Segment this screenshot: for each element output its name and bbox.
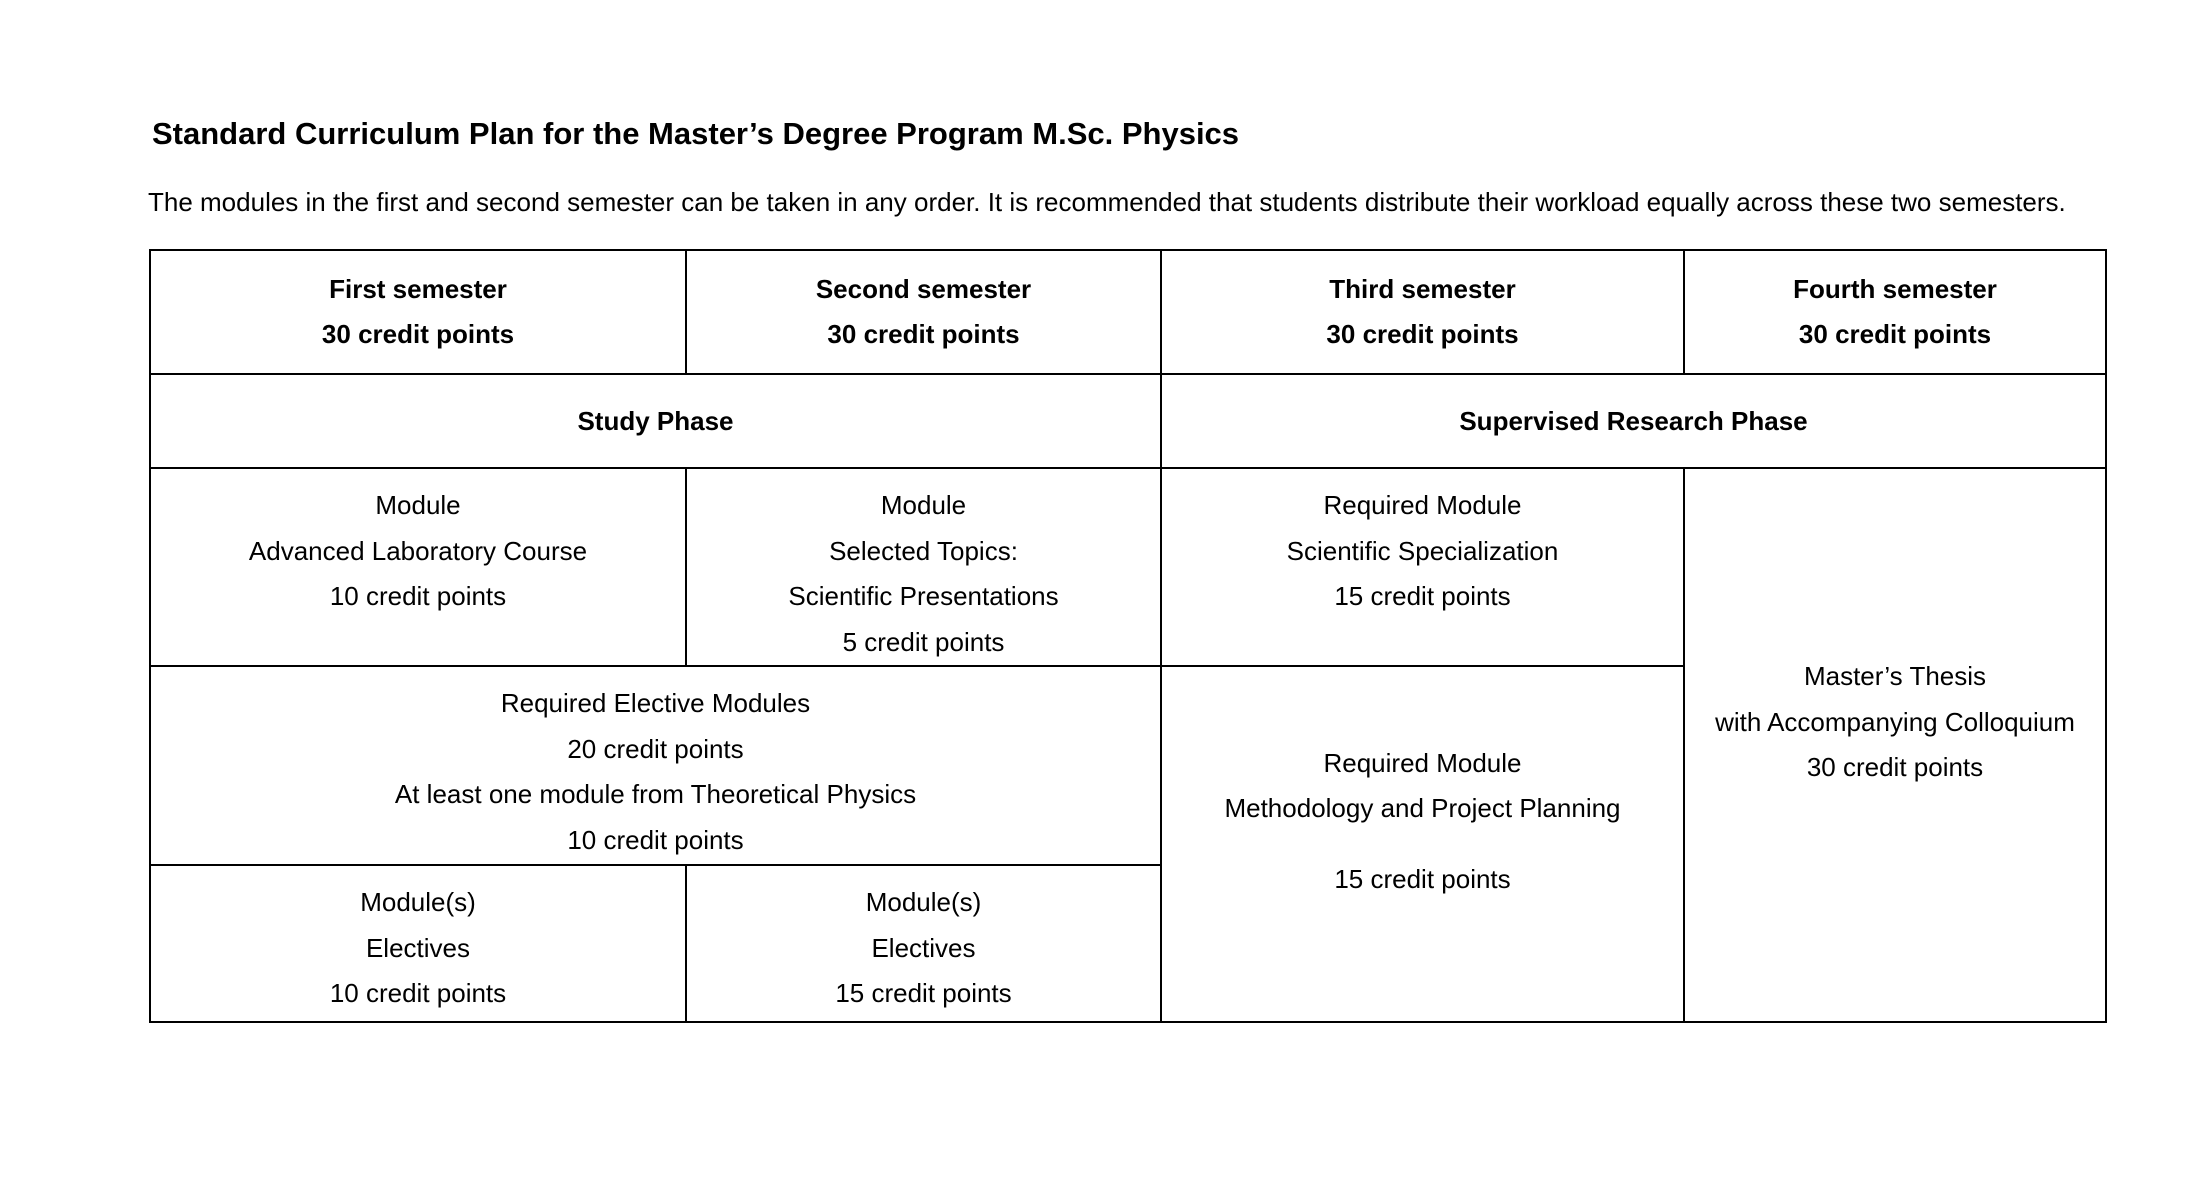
thesis-name: Master’s Thesis bbox=[1803, 661, 1987, 691]
semester-name: Second semester bbox=[815, 274, 1032, 304]
module-name: Selected Topics: bbox=[829, 535, 1018, 566]
semester-credits: 30 credit points bbox=[321, 319, 515, 349]
module-type: Module bbox=[375, 490, 461, 520]
module-credits: 10 credit points bbox=[329, 978, 507, 1008]
module-credits: 20 credit points bbox=[567, 733, 744, 764]
module-note-credits: 10 credit points bbox=[567, 824, 744, 855]
module-credits: 15 credit points bbox=[1334, 581, 1511, 611]
thesis-cell bbox=[1684, 468, 2106, 1022]
module-credits: 5 credit points bbox=[842, 626, 1005, 657]
module-lab-cell bbox=[150, 468, 686, 666]
module-type: Required Elective Modules bbox=[500, 688, 811, 718]
module-name: Methodology and Project Planning bbox=[1224, 793, 1621, 823]
module-note: At least one module from Theoretical Physics bbox=[394, 779, 917, 809]
semester-header-row bbox=[150, 250, 2106, 374]
study-phase-cell: Study Phase bbox=[150, 374, 1161, 468]
module-name: Electives bbox=[871, 932, 976, 963]
module-name: Scientific Presentations bbox=[788, 581, 1059, 611]
module-type: Module(s) bbox=[865, 887, 982, 917]
semester-header-first bbox=[150, 250, 686, 374]
module-credits: 15 credit points bbox=[1334, 863, 1511, 894]
module-type: Module(s) bbox=[360, 887, 476, 917]
module-type: Required Module bbox=[1323, 490, 1522, 520]
semester-credits: 30 credit points bbox=[1798, 319, 1992, 349]
thesis-credits: 30 credit points bbox=[1806, 752, 1984, 782]
electives-second-cell bbox=[686, 865, 1161, 1022]
electives-first-cell bbox=[150, 865, 686, 1022]
phase-row bbox=[150, 374, 2106, 468]
modules-row bbox=[150, 468, 2106, 666]
research-phase-cell: Supervised Research Phase bbox=[1161, 374, 2106, 468]
module-topics-cell bbox=[686, 468, 1161, 666]
module-credits: 15 credit points bbox=[835, 978, 1012, 1008]
methodology-cell bbox=[1161, 666, 1684, 1022]
intro-text: The modules in the first and second semester can be taken in any order. It is recommended that students distribute their workload equally across these two semesters. bbox=[148, 187, 2066, 217]
semester-credits: 30 credit points bbox=[827, 319, 1020, 349]
module-type: Module bbox=[880, 490, 967, 520]
module-name: Advanced Laboratory Course bbox=[248, 535, 588, 566]
module-credits: 10 credit points bbox=[329, 581, 507, 611]
semester-name: Third semester bbox=[1329, 274, 1516, 304]
semester-header-third bbox=[1161, 250, 1684, 374]
semester-header-fourth bbox=[1684, 250, 2106, 374]
semester-name: Fourth semester bbox=[1793, 274, 1997, 304]
semester-name: First semester bbox=[329, 274, 507, 304]
module-name: Scientific Specialization bbox=[1286, 535, 1559, 566]
page-title: Standard Curriculum Plan for the Master’s Degree Program M.Sc. Physics bbox=[152, 116, 1240, 151]
required-electives-cell bbox=[150, 666, 1161, 865]
semester-credits: 30 credit points bbox=[1326, 319, 1519, 349]
module-name: Electives bbox=[365, 932, 471, 963]
curriculum-table bbox=[149, 249, 2107, 1023]
thesis-subtitle: with Accompanying Colloquium bbox=[1715, 706, 2075, 737]
semester-header-second bbox=[686, 250, 1161, 374]
module-type: Required Module bbox=[1323, 747, 1522, 778]
module-specialization-cell bbox=[1161, 468, 1684, 666]
